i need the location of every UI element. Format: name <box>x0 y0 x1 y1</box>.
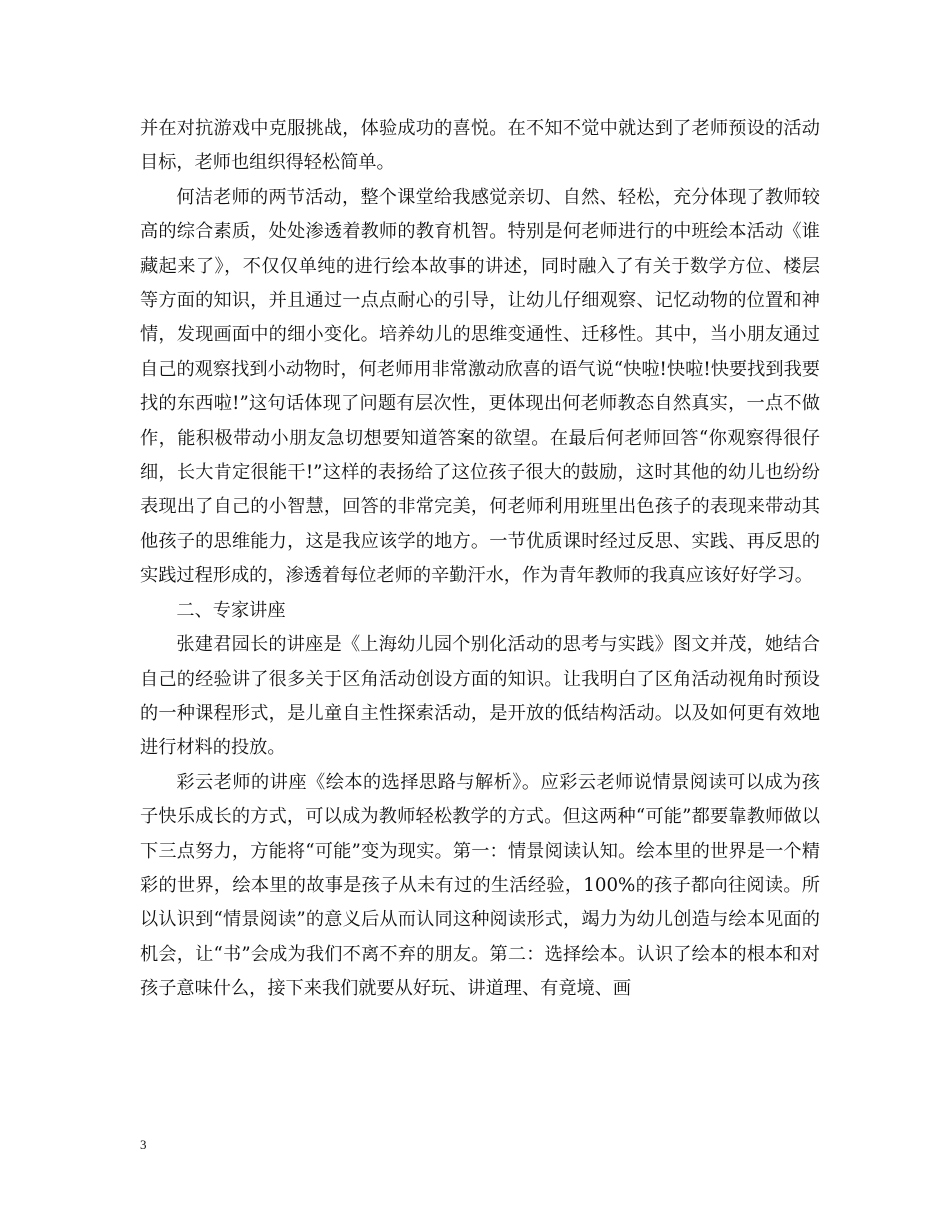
paragraph-he-jie-activities: 何洁老师的两节活动，整个课堂给我感觉亲切、自然、轻松，充分体现了教师较高的综合素质，处处渗透着教师的教育机智。特别是何老师进行的中班绘本活动《谁藏起来了》，不仅仅单纯的进行绘本故事的讲述，同时融入了有关于数学方位、楼层等方面的知识，并且通过一点点耐心的引导，让幼儿仔细观察、记忆动物的位置和神情，发现画面中的细小变化。培养幼儿的思维变通性、迁移性。其中，当小朋友通过自己的观察找到小动物时，何老师用非常激动欣喜的语气说“快啦!快啦!快要找到我要找的东西啦!”这句话体现了问题有层次性，更体现出何老师教态自然真实，一点不做作，能积极带动小朋友急切想要知道答案的欲望。在最后何老师回答“你观察得很仔细，长大肯定很能干!”这样的表扬给了这位孩子很大的鼓励，这时其他的幼儿也纷纷表现出了自己的小智慧，回答的非常完美，何老师利用班里出色孩子的表现来带动其他孩子的思维能力，这是我应该学的地方。一节优质课时经过反思、实践、再反思的实践过程形成的，渗透着每位老师的辛勤汗水，作为青年教师的我真应该好好学习。 <box>140 186 820 587</box>
paragraph-zhang-jianjun-lecture: 张建君园长的讲座是《上海幼儿园个别化活动的思考与实践》图文并茂，她结合自己的经验讲了很多关于区角活动创设方面的知识。让我明白了区角活动视角时预设的一种课程形式，是儿童自主性探索活动，是开放的低结构活动。以及如何更有效地进行材料的投放。 <box>140 634 820 759</box>
page-number: 3 <box>140 1137 147 1152</box>
section-heading-expert-lectures: 二、专家讲座 <box>176 599 286 621</box>
paragraph-continuation: 并在对抗游戏中克服挑战，体验成功的喜悦。在不知不觉中就达到了老师预设的活动目标，老师也组织得轻松简单。 <box>140 118 820 174</box>
paragraph-caiyun-lecture: 彩云老师的讲座《绘本的选择思路与解析》。应彩云老师说情景阅读可以成为孩子快乐成长的方式，可以成为教师轻松教学的方式。但这两种“可能”都要靠教师做以下三点努力，方能将“可能”变为现实。第一：情景阅读认知。绘本里的世界是一个精彩的世界，绘本里的故事是孩子从未有过的生活经验，100%的孩子都向往阅读。所以认识到“情景阅读”的意义后从而认同这种阅读形式，竭力为幼儿创造与绘本见面的机会，让“书”会成为我们不离不弃的朋友。第二：选择绘本。认识了绘本的根本和对孩子意味什么，接下来我们就要从好玩、讲道理、有竟境、画 <box>140 771 820 1000</box>
document-body <box>140 112 820 1007</box>
